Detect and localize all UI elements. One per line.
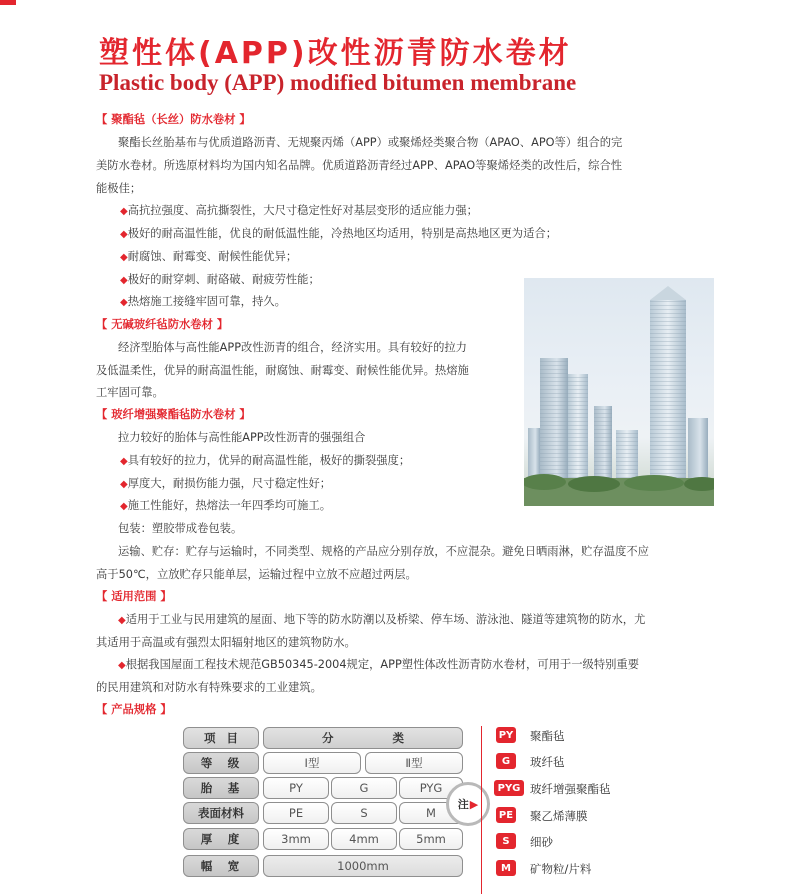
section-title-reinforced: 【 玻纤增强聚酯毡防水卷材 】 <box>96 408 251 421</box>
bullet-item: ◆极好的耐高温性能，优良的耐低温性能，冷热地区均适用，特别是高热地区更为适合； <box>120 227 557 240</box>
bullet-item: ◆具有较好的拉力，优异的耐高温性能，极好的撕裂强度； <box>120 454 411 467</box>
bullet-diamond-icon: ◆ <box>120 297 128 308</box>
page-title: 塑性体(APP)改性沥青防水卷材 <box>99 36 572 71</box>
grade-type2: Ⅱ型 <box>365 752 463 774</box>
legend-text-pyg: 玻纤增强聚酯毡 <box>530 782 611 796</box>
bullet-item: ◆热熔施工接缝牢固可靠，持久。 <box>120 295 286 308</box>
legend-text-pe: 聚乙烯薄膜 <box>530 809 588 823</box>
bullet-item: ◆高抗拉强度、高抗撕裂性，大尺寸稳定性好对基层变形的适应能力强； <box>120 204 478 217</box>
bullet-item: ◆施工性能好，热熔法一年四季均可施工。 <box>120 499 332 512</box>
section-title-scope: 【 适用范围 】 <box>96 590 172 603</box>
legend-code-s: S <box>496 833 516 849</box>
width-value: 1000mm <box>263 855 463 877</box>
storage-text: 运输、贮存：贮存与运输时，不同类型、规格的产品应分别存放，不应混杂。避免日晒雨淋，贮存温度不应 <box>118 545 649 558</box>
note-badge: 注 ▶ <box>446 782 490 826</box>
legend-divider <box>481 726 482 894</box>
bullet-diamond-icon: ◆ <box>120 275 128 286</box>
bullet-item: ◆耐腐蚀、耐霉变、耐候性能优异； <box>120 250 298 263</box>
legend-text-m: 矿物粒/片料 <box>530 862 592 876</box>
paragraph-line: ◆根据我国屋面工程技术规范GB50345-2004规定，APP塑性体改性沥青防水卷材，可用于一级特别重要 <box>118 658 640 671</box>
row-label-grade: 等 级 <box>183 752 259 774</box>
bullet-diamond-icon: ◆ <box>120 501 128 512</box>
arrow-right-icon: ▶ <box>469 797 479 811</box>
building-photo <box>524 278 714 506</box>
bullet-item: ◆极好的耐穿刺、耐硌破、耐疲劳性能； <box>120 273 320 286</box>
legend-code-g: G <box>496 753 516 769</box>
legend-code-m: M <box>496 860 516 876</box>
bullet-diamond-icon: ◆ <box>120 479 128 490</box>
bullet-diamond-icon: ◆ <box>120 252 128 263</box>
paragraph-line: 及低温柔性，优异的耐高温性能，耐腐蚀、耐霉变、耐候性能优异。热熔施 <box>96 364 469 377</box>
surface-m: M <box>399 802 463 824</box>
corner-accent-mark <box>0 0 16 5</box>
grade-type1: Ⅰ型 <box>263 752 361 774</box>
packing-text: 包装：塑胶带成卷包装。 <box>118 522 243 535</box>
paragraph-line: 美防水卷材。所选原材料均为国内知名品牌。优质道路沥青经过APP、APAO等聚烯烃类的改性后，综合性 <box>96 159 623 172</box>
paragraph-line: 经济型胎体与高性能APP改性沥青的组合，经济实用。具有较好的拉力 <box>118 341 467 354</box>
table-header-item: 项 目 <box>183 727 259 749</box>
bullet-item: ◆厚度大，耐损伤能力强，尺寸稳定性好； <box>120 477 332 490</box>
legend-code-py: PY <box>496 727 516 743</box>
thickness-4mm: 4mm <box>331 828 397 850</box>
surface-s: S <box>331 802 397 824</box>
thickness-5mm: 5mm <box>399 828 463 850</box>
page-subtitle: Plastic body (APP) modified bitumen membrane <box>99 70 577 95</box>
legend-text-py: 聚酯毡 <box>530 729 565 743</box>
storage-text: 高于50℃，立放贮存只能单层，运输过程中立放不应超过两层。 <box>96 568 417 581</box>
legend-code-pyg: PYG <box>494 780 524 796</box>
legend-text-s: 细砂 <box>530 835 553 849</box>
table-header-category: 分 类 <box>263 727 463 749</box>
surface-pe: PE <box>263 802 329 824</box>
thickness-3mm: 3mm <box>263 828 329 850</box>
bullet-diamond-icon: ◆ <box>118 660 126 671</box>
row-label-thickness: 厚 度 <box>183 828 259 850</box>
skyscrapers-illustration <box>524 278 714 506</box>
paragraph-line: 能极佳； <box>96 182 142 195</box>
base-py: PY <box>263 777 329 799</box>
bullet-diamond-icon: ◆ <box>118 615 126 626</box>
paragraph-line: 其适用于高温或有强烈太阳辐射地区的建筑物防水。 <box>96 636 356 649</box>
section-title-specs: 【 产品规格 】 <box>96 703 172 716</box>
row-label-surface: 表面材料 <box>183 802 259 824</box>
row-label-base: 胎 基 <box>183 777 259 799</box>
base-g: G <box>331 777 397 799</box>
row-label-width: 幅 宽 <box>183 855 259 877</box>
legend-code-pe: PE <box>496 807 516 823</box>
paragraph-line: 工牢固可靠。 <box>96 386 164 399</box>
bullet-diamond-icon: ◆ <box>120 229 128 240</box>
paragraph-line: 聚酯长丝胎基布与优质道路沥青、无规聚丙烯（APP）或聚烯烃类聚合物（APAO、APO等）组合的完 <box>118 136 623 149</box>
section-title-glassfiber: 【 无碱玻纤毡防水卷材 】 <box>96 318 229 331</box>
paragraph-line: ◆适用于工业与民用建筑的屋面、地下等的防水防潮以及桥梁、停车场、游泳池、隧道等建筑物的防水，尤 <box>118 613 646 626</box>
paragraph-line: 拉力较好的胎体与高性能APP改性沥青的强强组合 <box>118 431 366 444</box>
paragraph-line: 的民用建筑和对防水有特殊要求的工业建筑。 <box>96 681 322 694</box>
legend-text-g: 玻纤毡 <box>530 755 565 769</box>
bullet-diamond-icon: ◆ <box>120 456 128 467</box>
bullet-diamond-icon: ◆ <box>120 206 128 217</box>
base-pyg: PYG <box>399 777 463 799</box>
section-title-polyester: 【 聚酯毡（长丝）防水卷材 】 <box>96 113 251 126</box>
